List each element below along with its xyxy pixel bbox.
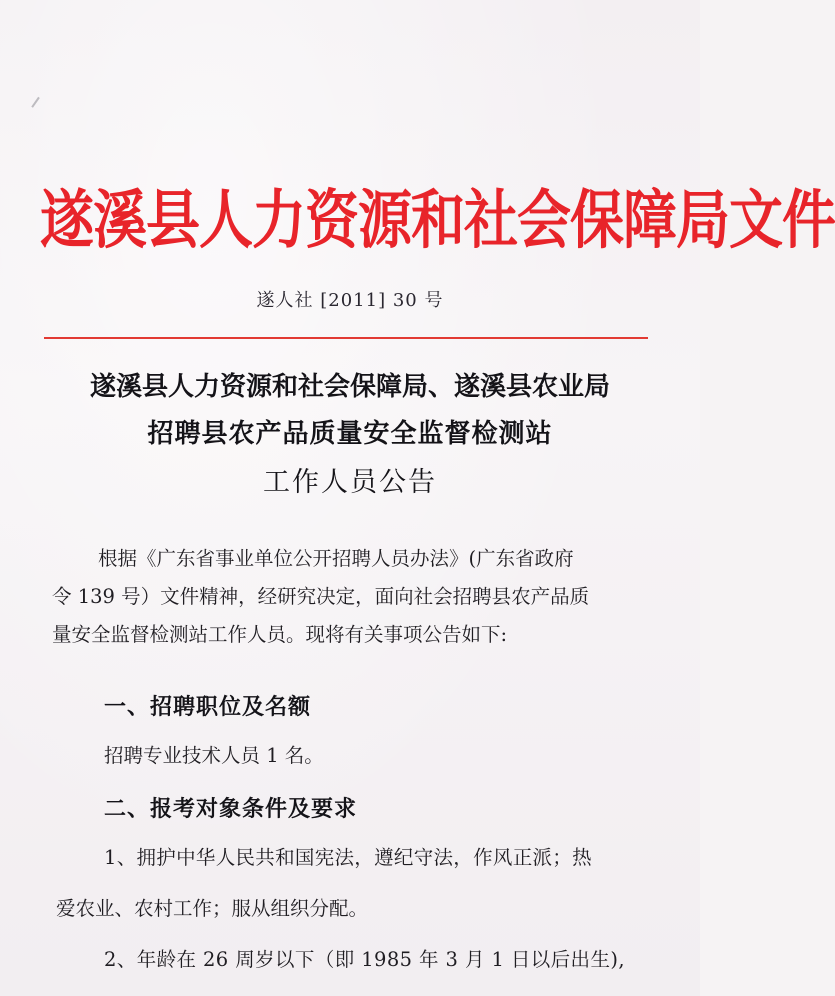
notice-title-line-1: 遂溪县人力资源和社会保障局、遂溪县农业局 [89, 372, 610, 402]
issuing-authority-header: 遂溪县人力资源和社会保障局文件 [40, 181, 835, 258]
section-heading-positions: 一、招聘职位及名额 [104, 694, 312, 720]
requirement-1-line-1: 1、拥护中华人民共和国宪法，遵纪守法，作风正派；热 [104, 846, 592, 869]
red-separator-line [44, 337, 648, 339]
positions-text: 招聘专业技术人员 1 名。 [104, 744, 324, 767]
notice-title-line-3: 工作人员公告 [263, 467, 437, 498]
document-number: 遂人社 [2011] 30 号 [256, 290, 444, 311]
intro-line-2: 令 139 号）文件精神，经研究决定，面向社会招聘县农产品质 [52, 585, 590, 608]
intro-paragraph [52, 540, 652, 654]
intro-line-1: 根据《广东省事业单位公开招聘人员办法》(广东省政府 [98, 547, 574, 570]
intro-line-3: 量安全监督检测站工作人员。现将有关事项公告如下: [52, 623, 508, 646]
notice-title-line-2: 招聘县农产品质量安全监督检测站 [147, 419, 553, 449]
scan-mark [31, 97, 44, 111]
requirement-1-line-2: 爱农业、农村工作；服从组织分配。 [56, 897, 369, 920]
section-heading-requirements: 二、报考对象条件及要求 [104, 796, 358, 822]
requirement-2-line-1: 2、年龄在 26 周岁以下（即 1985 年 3 月 1 日以后出生), [104, 948, 625, 971]
